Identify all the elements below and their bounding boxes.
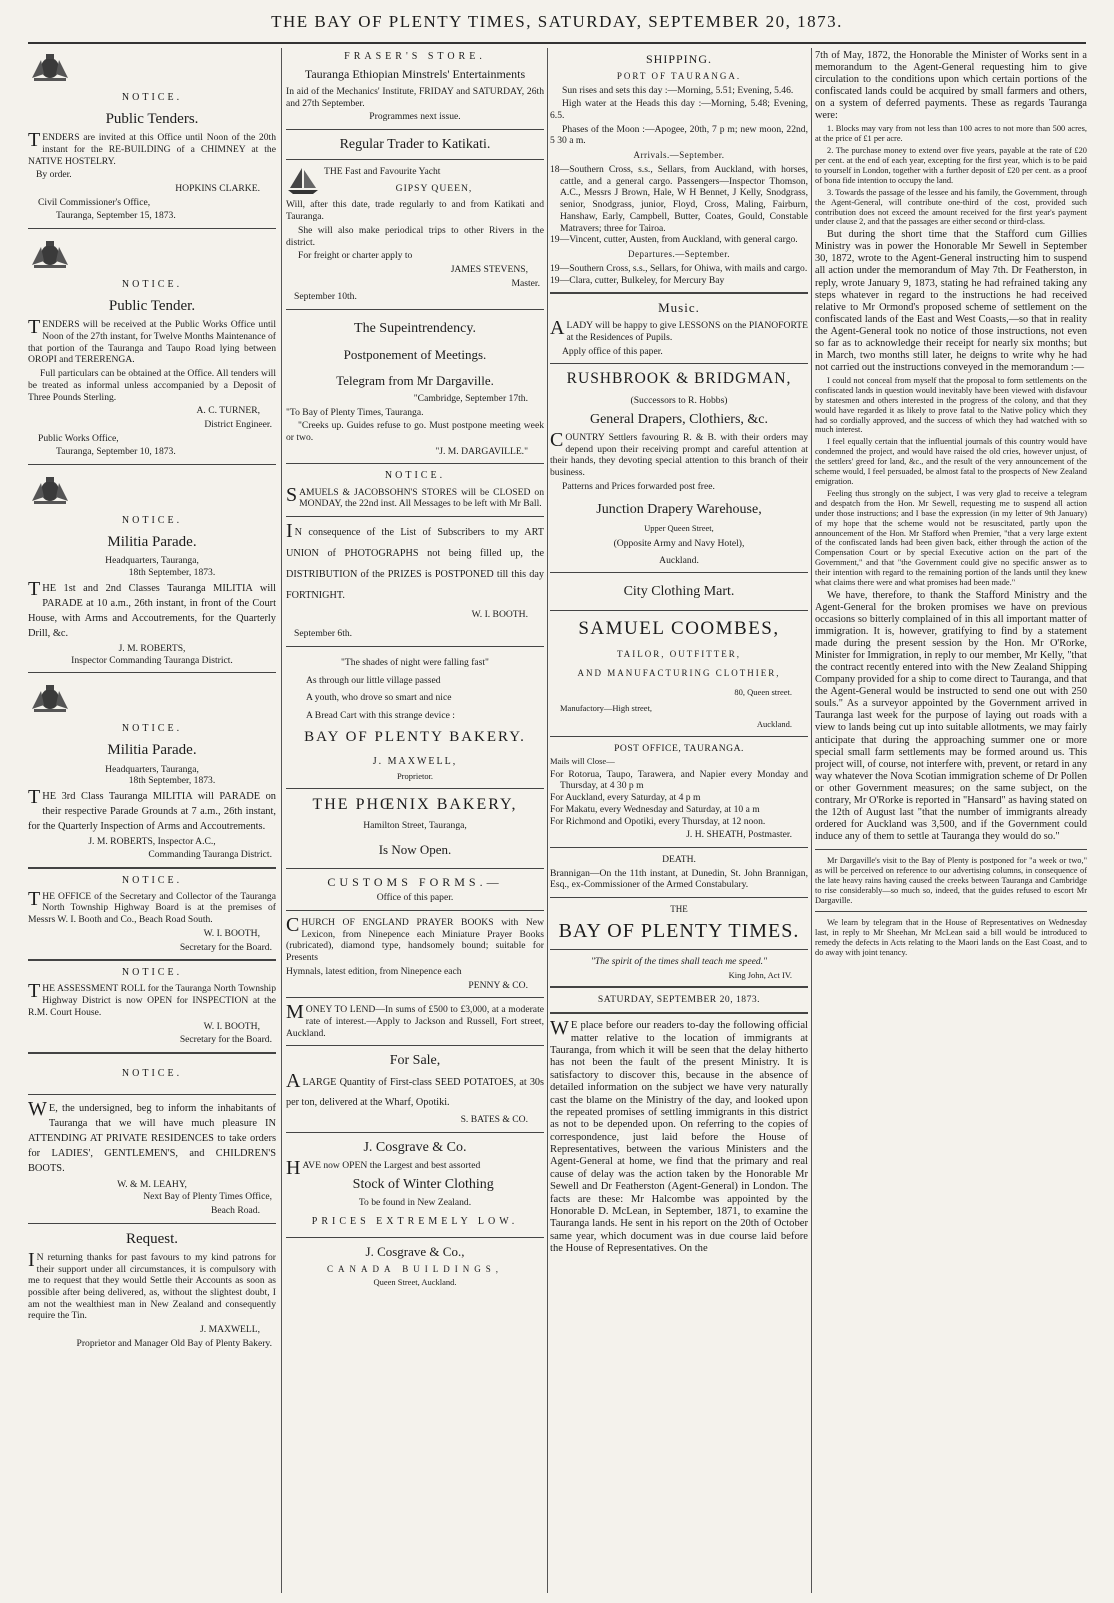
section-title: POST OFFICE, TAURANGA. <box>614 742 744 754</box>
divider <box>286 788 544 789</box>
divider <box>550 897 808 898</box>
ad-note: Office of this paper. <box>376 892 454 904</box>
ad-body: By order. <box>36 169 72 181</box>
ad-trade: TAILOR, OUTFITTER, <box>616 648 742 659</box>
ad-body: Hymnals, latest edition, from Ninepence each <box>286 965 462 977</box>
ad-date: 18th September, 1873. <box>128 566 216 578</box>
notice-heading: NOTICE. <box>121 723 183 735</box>
ad-subtitle: General Drapers, Clothiers, &c. <box>589 411 769 427</box>
signature-title: Secretary for the Board. <box>179 941 272 953</box>
editorial-body: 7th of May, 1872, the Honorable the Minister of Works sent in a memorandum to the Agent-General requesting him to give circulation to the conditions upon which certain portions of the confiscated lands could be acquired by small farmers and others, on a system of deferred payments. These as regards Tauranga were: <box>815 50 1087 122</box>
ad-body: Will, after this date, trade regularly to and from Katikati and Tauranga. <box>286 199 544 223</box>
editorial-body: But during the short time that the Stafford cum Gillies Ministry was in power the Honorable Mr Sewell in September 30, 1872, wrote to the Agent-General instructing him to suspend all action under the memorandum of May 7th. Dr Featherston, in reply, wrote January 9, 1873, stating he had refrained taking any steps whatever in regard to the instructions he had received relative to Mr Ormond's proposed scheme of settlement on the confiscated lands of the East and West Coasts,—so that in reality the Agent-General took no notice of those instructions, not even so far as to acknowledge their receipt for nearly six months; but in March, two months still later, he deigns to write why he had not carried out the instructions conveyed in the memorandum :— <box>815 229 1087 373</box>
death-notice: Brannigan—On the 11th instant, at Dunedin, St. John Brannigan, Esq., ex-Commissioner of the Armed Constabulary. <box>550 867 808 891</box>
motto-source: King John, Act IV. <box>728 970 792 981</box>
divider <box>550 363 808 364</box>
ad-address: Manufactory—High street, <box>560 702 653 713</box>
ad-title: J. Cosgrave & Co. <box>363 1139 467 1155</box>
ad-body: Full particulars can be obtained at the Office. All tenders will be treated as informal unless accompanied by a Deposit of Three Pounds Sterling. <box>28 368 276 403</box>
departure-entry: 19—Clara, cutter, Bulkeley, for Mercury Bay <box>550 274 725 286</box>
royal-crest-icon <box>28 239 72 269</box>
signature: J. Cosgrave & Co., <box>365 1243 465 1259</box>
ad-address: Hamilton Street, Tauranga, <box>363 820 467 832</box>
signature: PENNY & CO. <box>468 979 528 991</box>
divider <box>286 463 544 464</box>
signature: JAMES STEVENS, <box>450 263 528 275</box>
ad-title: Regular Trader to Katikati. <box>339 136 491 152</box>
ad-title: For Sale, <box>389 1053 441 1069</box>
notice-heading: NOTICE. <box>121 91 183 103</box>
ad-body: MONEY TO LEND—In sums of £500 to £3,000, at a moderate rate of interest.—Apply to Jackson and Russell, Fort street, Auckland. <box>286 1001 544 1039</box>
editorial-body: WE place before our readers to-day the following official matter relative to the location of immigrants at Tauranga, from which it will be seen that the delay hitherto has not been the fault of the present Ministry. It is satisfactory to discover this, because in the absence of detailed information on the subject we have very naturally cast the blame on the Ministry of the day, and looked upon the repeated promises of settling immigrants in this district as not to be depended upon. On referring to the copies of correspondence, just laid before the House of Representatives, between the various Ministers and the Agent-General at home, we find that the primary and real cause of delay was the action taken by the Honorable Mr Sewell and Dr Featherston (Agent-General) in London. The facts are these: Mr Halcombe was appointed by the Honorable D. McLean, in September, 1871, to examine the Tauranga lands. He sent in his report on the 20th of October same year, which document was in due course laid before the House of Representatives. On the <box>550 1017 808 1255</box>
ad-address: Auckland. <box>659 554 699 566</box>
signature: S. BATES & CO. <box>460 1114 528 1126</box>
notice-heading: NOTICE. <box>121 514 183 526</box>
signature: W. I. BOOTH, <box>203 927 260 939</box>
divider <box>286 910 544 911</box>
telegram-dateline: "Cambridge, September 17th. <box>413 392 528 404</box>
ad-note: Apply office of this paper. <box>562 345 663 357</box>
divider <box>28 1052 276 1054</box>
divider <box>286 1045 544 1046</box>
ad-body: THE ASSESSMENT ROLL for the Tauranga North Township Highway District is now OPEN for INSPECTION at the R.M. Court House. <box>28 980 276 1018</box>
paper-motto: "The spirit of the times shall teach me speed." <box>590 956 768 968</box>
signature-title: Secretary for the Board. <box>179 1034 272 1046</box>
notice-heading: NOTICE. <box>121 874 183 886</box>
arrival-entry: 18—Southern Cross, s.s., Sellars, from Auckland, with horses, cattle, and a general cargo. Passengers—Inspector Thomson, A.C., Messrs J Brown, Hale, W H Bennet, J Kelly, Snodgrass, senior, Snodgrass, junior, Floyd, Cross, Maling, Fairburn, Hanshaw, Early, Campbell, Butter, Coates, Gould, Constable Matravers; three for Tairoa. <box>550 164 808 234</box>
signature-title: District Engineer. <box>204 418 272 430</box>
ad-title: Public Tenders. <box>105 110 199 127</box>
divider <box>550 572 808 573</box>
signature: J. H. SHEATH, Postmaster. <box>686 829 792 841</box>
ad-title: Request. <box>125 1230 179 1247</box>
divider <box>550 736 808 737</box>
divider <box>550 986 808 988</box>
ad-body: In aid of the Mechanics' Institute, FRIDAY and SATURDAY, 26th and 27th September. <box>286 85 544 109</box>
ad-note: (Successors to R. Hobbs) <box>630 395 728 407</box>
ad-date: September 6th. <box>294 628 353 640</box>
ad-place: Civil Commissioner's Office, <box>38 196 151 208</box>
masthead: THE BAY OF PLENTY TIMES, SATURDAY, SEPTEMBER 20, 1873. <box>271 12 843 31</box>
ad-trade: AND MANUFACTURING CLOTHIER, <box>577 667 781 678</box>
divider <box>28 1223 276 1224</box>
signature: HOPKINS CLARKE. <box>175 183 260 194</box>
ad-note: Programmes next issue. <box>369 111 461 123</box>
divider <box>286 1132 544 1133</box>
poem-line: As through our little village passed <box>306 674 441 686</box>
signature-title: Beach Road. <box>210 1204 260 1216</box>
ad-subtitle: Stock of Winter Clothing <box>352 1176 494 1192</box>
divider <box>286 868 544 869</box>
royal-crest-icon <box>28 52 72 82</box>
ad-body: THE Fast and Favourite Yacht <box>324 166 441 177</box>
ad-body: ALADY will be happy to give LESSONS on the PIANOFORTE at the Residences of Pupils. <box>550 317 808 343</box>
ad-subtitle: Is Now Open. <box>378 841 452 857</box>
ad-title: CUSTOMS FORMS.— <box>327 874 503 889</box>
ad-body: CHURCH OF ENGLAND PRAYER BOOKS with New Lexicon, from Ninepence each Miniature Prayer Books (rubricated), diamond type, handsomely bound; suitable for Presents <box>286 914 544 964</box>
ad-body: Patterns and Prices forwarded post free. <box>562 480 715 492</box>
masthead-rule <box>28 42 1086 44</box>
royal-crest-icon <box>28 475 72 505</box>
signature-title: Proprietor. <box>396 771 434 782</box>
divider <box>550 292 808 294</box>
ad-title: The Supeintrendency. <box>354 321 476 337</box>
bakery-title: BAY OF PLENTY BAKERY. <box>304 728 526 745</box>
ad-subtitle: Junction Drapery Warehouse, <box>596 501 762 517</box>
ad-place: Public Works Office, <box>38 432 119 444</box>
ad-headquarters: Headquarters, Tauranga, <box>105 555 199 567</box>
shipping-water: High water at the Heads this day :—Morning, 5.48; Evening, 6.5. <box>550 98 808 121</box>
po-entry: For Auckland, every Saturday, at 4 p m <box>550 792 701 804</box>
column-divider <box>281 48 282 1593</box>
ad-title: RUSHBROOK & BRIDGMAN, <box>566 370 792 388</box>
column-divider <box>547 48 548 1593</box>
ad-address: (Opposite Army and Navy Hotel), <box>613 537 745 549</box>
ad-body: HAVE now OPEN the Largest and best assorted <box>286 1156 481 1179</box>
telegram-to: "To Bay of Plenty Times, Tauranga. <box>286 406 424 418</box>
ad-address: Queen Street, Auckland. <box>373 1277 457 1288</box>
ad-note: To be found in New Zealand. <box>358 1196 472 1208</box>
signature-title: Master. <box>511 277 540 289</box>
editorial-list-item: 1. Blocks may vary from not less than 100 acres to not more than 500 acres, at the price of £1 per acre. <box>815 124 1087 144</box>
signature: W. I. BOOTH, <box>203 1020 260 1032</box>
arrival-entry: 19—Vincent, cutter, Austen, from Auckland, with general cargo. <box>550 234 798 246</box>
ad-body: TENDERS are invited at this Office until Noon of the 20th instant for the RE-BUILDING of a CHIMNEY at the NATIVE HOSTELRY. <box>28 129 276 167</box>
ad-body: For freight or charter apply to <box>298 250 413 262</box>
divider <box>286 309 544 310</box>
news-paragraph: We learn by telegram that in the House of Representatives on Wednesday last, in reply to Mr Sheehan, Mr McLean said a bill would be introduced to remedy the defects in Acts relating to the Maori lands on the East Coast, and to do away with joint tenancy. <box>815 918 1087 958</box>
notice-heading: NOTICE. <box>121 967 183 979</box>
editorial-body: We have, therefore, to thank the Stafford Ministry and the Agent-General for the broken promises we have on previous occasions so bitterly complained of in this all important matter of immigration. It is, however, gratifying to find by a statement made during the present session by the Hon. Mr O'Rorke, Minister for Immigration, in reply to our member, Mr Kelly, "that the contract recently entered into with the New Zealand Shipping Company provided for a ship to come direct to Tauranga, and that the Agent-General would be instructed to send one out with 250 souls." As a surveyor appointed by the Government arrived in Tauranga last week for the purpose of laying out roads with a view to lands being cut up into suitable allotments, we may fairly anticipate that during the approaching summer one or more special small farm settlements may be formed around us. This project will, of course, not interfere with, prevent, or retard in any way whatever the Nova Scotian immigration scheme of Dr Pollen or other Government measures; on the same subject, on the contrary, Mr O'Rorke is reported in "Hansard" as having stated on the 12th of August last "that the number of immigrants already ordered for Auckland was 3,500, and if the Government could induce any of them to settle at Tauranga they would do so." <box>815 589 1087 842</box>
ad-address: Auckland. <box>756 719 792 730</box>
po-entry: For Makatu, every Wednesday and Saturday, at 10 a m <box>550 803 760 815</box>
ad-headquarters: Headquarters, Tauranga, <box>105 763 199 775</box>
ad-subtitle: Postponement of Meetings. <box>343 347 487 363</box>
ad-body: She will also make periodical trips to other Rivers in the district. <box>286 224 544 248</box>
arrivals-heading: Arrivals.—September. <box>633 150 725 161</box>
ad-title: Public Tender. <box>108 298 196 314</box>
ad-body: IN returning thanks for past favours to my kind patrons for their support under all circumstances, it is compulsory with me to request that they would Settle their Accounts as soon as possible after being delivered, as, without the slightest doubt, I am not the wealthiest man in New Zealand and consequently require the Tin. <box>28 1248 276 1322</box>
ad-title: Militia Parade. <box>107 533 197 550</box>
divider <box>286 159 544 160</box>
divider <box>28 867 276 869</box>
poem-line: A Bread Cart with this strange device : <box>306 710 455 722</box>
divider <box>28 959 276 961</box>
poem-line: A youth, who drove so smart and nice <box>306 692 452 704</box>
paper-date: SATURDAY, SEPTEMBER 20, 1873. <box>597 994 761 1006</box>
notice-heading: NOTICE. <box>121 1067 183 1079</box>
po-heading: Mails will Close— <box>550 756 615 767</box>
ad-date: Tauranga, September 15, 1873. <box>56 210 176 222</box>
signature: J. MAXWELL, <box>200 1324 260 1336</box>
editorial-list-item: 2. The purchase money to extend over five years, payable at the rate of £20 per cent. at the end of each year, excepting for the first year, which is to be paid to yourself in London, together with a further deposit of £20 per cent. as a proof of bona fide intention to occupy the land. <box>815 146 1087 185</box>
section-title: DEATH. <box>662 853 696 865</box>
divider <box>28 464 276 465</box>
ad-address: 80, Queen street. <box>734 686 792 697</box>
ad-body: THE 1st and 2nd Classes Tauranga MILITIA will PARADE at 10 a.m., 26th instant, in front of the Court House, with Arms and Accoutrements, for the Quarterly Drill, &c. <box>28 577 276 639</box>
ad-date: 18th September, 1873. <box>128 775 216 787</box>
section-title: SHIPPING. <box>645 52 712 66</box>
divider <box>286 1237 544 1238</box>
divider <box>286 516 544 517</box>
section-subtitle: PORT OF TAURANGA. <box>616 70 742 81</box>
signature-title: Inspector Commanding Tauranga District. <box>71 654 233 666</box>
signature: J. M. ROBERTS, <box>118 642 186 654</box>
signature-title: Proprietor and Manager Old Bay of Plenty Bakery. <box>76 1337 272 1349</box>
signature-title: Commanding Tauranga District. <box>148 848 272 860</box>
ad-body: IN consequence of the List of Subscribers to my ART UNION of PHOTOGRAPHS not being filled up, the DISTRIBUTION of the PRIZES is POSTPONED till this day FORTNIGHT. <box>286 519 544 601</box>
ad-title: City Clothing Mart. <box>623 584 735 600</box>
signature-title: Next Bay of Plenty Times Office, <box>143 1191 272 1203</box>
editorial-quote: Feeling thus strongly on the subject, I was very glad to receive a telegram and despatch from the Hon. Mr Sewell, requesting me to suspend all action under those instructions; and I base the expression (in my letter of 9th January) of my hope that the scheme would not be resuscitated, partly upon the announcement of the Hon. Mr Stafford when Premier, "that a very large extent of the confiscated lands had been given back, either through the action of the Compensation Court or by special Executive action on the part of the Government," and that "the Government could give no specific answer as to their intention with regard to the remaining portion of the lands until they knew what claims there were and what promises had been made." <box>815 488 1087 588</box>
ad-subtitle: Telegram from Mr Dargaville. <box>336 372 494 388</box>
divider <box>550 847 808 848</box>
paper-the: THE <box>670 904 688 915</box>
column-divider <box>811 48 812 1593</box>
bakery-title: THE PHŒNIX BAKERY, <box>312 795 518 813</box>
yacht-name: GIPSY QUEEN, <box>395 182 473 194</box>
shipping-moon: Phases of the Moon :—Apogee, 20th, 7 p m; new moon, 22nd, 5 30 a m. <box>550 123 808 147</box>
divider <box>550 949 808 950</box>
ad-title: Tauranga Ethiopian Minstrels' Entertainments <box>304 67 526 82</box>
signature: W. & M. LEAHY, <box>117 1178 187 1190</box>
ad-body: SAMUELS & JACOBSOHN'S STORES will be CLOSED on MONDAY, the 22nd inst. All Messages to be left with Mr Ball. <box>286 483 544 510</box>
column-4 <box>815 48 1087 1593</box>
signature: W. I. BOOTH. <box>471 608 528 620</box>
column-2 <box>286 48 544 1593</box>
divider <box>286 129 544 130</box>
shipping-sun: Sun rises and sets this day :—Morning, 5.51; Evening, 5.46. <box>562 84 794 96</box>
signature: J. M. ROBERTS, Inspector A.C., <box>88 836 216 848</box>
ad-body: ALARGE Quantity of First-class SEED POTATOES, at 30s per ton, delivered at the Wharf, Opotiki. <box>286 1070 544 1108</box>
ad-body: TENDERS will be received at the Public Works Office until Noon of the 27th instant, for Twelve Months Maintenance of that portion of the Tauranga and Taupo Road lying between OROPI and TERERENGA. <box>28 316 276 366</box>
ad-title: SAMUEL COOMBES, <box>578 618 780 640</box>
telegram-body: "Creeks up. Guides refuse to go. Must postpone meeting week or two. <box>286 420 544 443</box>
divider <box>28 228 276 229</box>
signature: J. MAXWELL, <box>372 756 458 768</box>
news-paragraph: Mr Dargaville's visit to the Bay of Plenty is postponed for "a week or two," as will be perceived on reference to our advertising columns, in consequence of the late heavy rains having caused the creeks between Tauranga and Cambridge to rise considerably—so much so, indeed, that the guides refused to escort Mr Dargaville. <box>815 855 1087 905</box>
ad-date: Tauranga, September 10, 1873. <box>56 446 176 458</box>
ad-prices: PRICES EXTREMELY LOW. <box>311 1216 519 1228</box>
editorial-quote: I feel equally certain that the influential journals of this country would have condemned the project, and would have raised the old cries, however unjust, of the settlers' greed for land, &c., and the result of the very announcement of the scheme would, I feel persuaded, be almost fatal to the prospects of New Zealand emigration. <box>815 437 1087 486</box>
ad-body: THE 3rd Class Tauranga MILITIA will PARADE on their respective Parade Grounds at 7 a.m., 26th instant, for the Quarterly Inspection of Arms and Accoutrements. <box>28 785 276 833</box>
notice-heading: NOTICE. <box>384 470 446 482</box>
divider <box>286 997 544 998</box>
divider <box>286 646 544 647</box>
poem-line: "The shades of night were falling fast" <box>341 656 489 668</box>
departure-entry: 19—Southern Cross, s.s., Sellars, for Ohiwa, with mails and cargo. <box>550 262 808 274</box>
divider <box>28 1094 276 1095</box>
divider <box>815 911 1087 912</box>
ad-title: Militia Parade. <box>107 742 197 759</box>
yacht-icon <box>286 166 320 196</box>
ad-body: THE OFFICE of the Secretary and Collector of the Tauranga North Township Highway Board is at the premises of Messrs W. I. Booth and Co., Beach Road South. <box>28 887 276 926</box>
departures-heading: Departures.—September. <box>628 249 730 259</box>
ad-address: CANADA BUILDINGS, <box>326 1263 503 1274</box>
ad-address: Upper Queen Street, <box>644 522 714 533</box>
divider <box>815 849 1087 850</box>
divider <box>28 672 276 673</box>
store-name: FRASER'S STORE. <box>344 51 486 62</box>
column-1 <box>28 48 276 1593</box>
po-entry: For Richmond and Opotiki, every Thursday, at 12 noon. <box>550 815 766 827</box>
ad-date: September 10th. <box>294 291 357 303</box>
signature: A. C. TURNER, <box>196 405 260 417</box>
royal-crest-icon <box>28 683 72 713</box>
ad-body: COUNTRY Settlers favouring R. & B. with their orders may depend upon their receiving prompt and careful attention at their hands, they devoting special attention to this branch of their business. <box>550 429 808 479</box>
ad-body: WE, the undersigned, beg to inform the inhabitants of Tauranga that we will have much pleasure IN ATTENDING AT PRIVATE RESIDENCES to take orders for LADIES', GENTLEMEN'S, and CHILDREN'S BOOTS. <box>28 1098 276 1175</box>
notice-heading: NOTICE. <box>121 278 183 290</box>
editorial-quote: I could not conceal from myself that the proposal to form settlements on the confiscated lands in question would inevitably have been viewed with disfavour by statesmen and others interested in the progress of the colony, and that they would have regarded it as likely to prove fatal to the Native policy which they had so cordially approved, and the success of which they had watched with so much interest. <box>815 375 1087 435</box>
divider <box>550 1012 808 1014</box>
editorial-list-item: 3. Towards the passage of the lessee and his family, the Government, through the Agent-General, will contribute one-third of the cost, provided such contribution does not exceed the amount received for the first year's payment under clause 2, and that the passages are either second or third-class. <box>815 187 1087 227</box>
column-3 <box>550 48 808 1593</box>
signature: "J. M. DARGAVILLE." <box>435 445 528 457</box>
po-entry: For Rotorua, Taupo, Tarawera, and Napier every Monday and Thursday, at 4 30 p m <box>550 768 808 792</box>
paper-title: BAY OF PLENTY TIMES. <box>558 920 800 943</box>
ad-title: Music. <box>658 300 700 316</box>
divider <box>550 610 808 611</box>
